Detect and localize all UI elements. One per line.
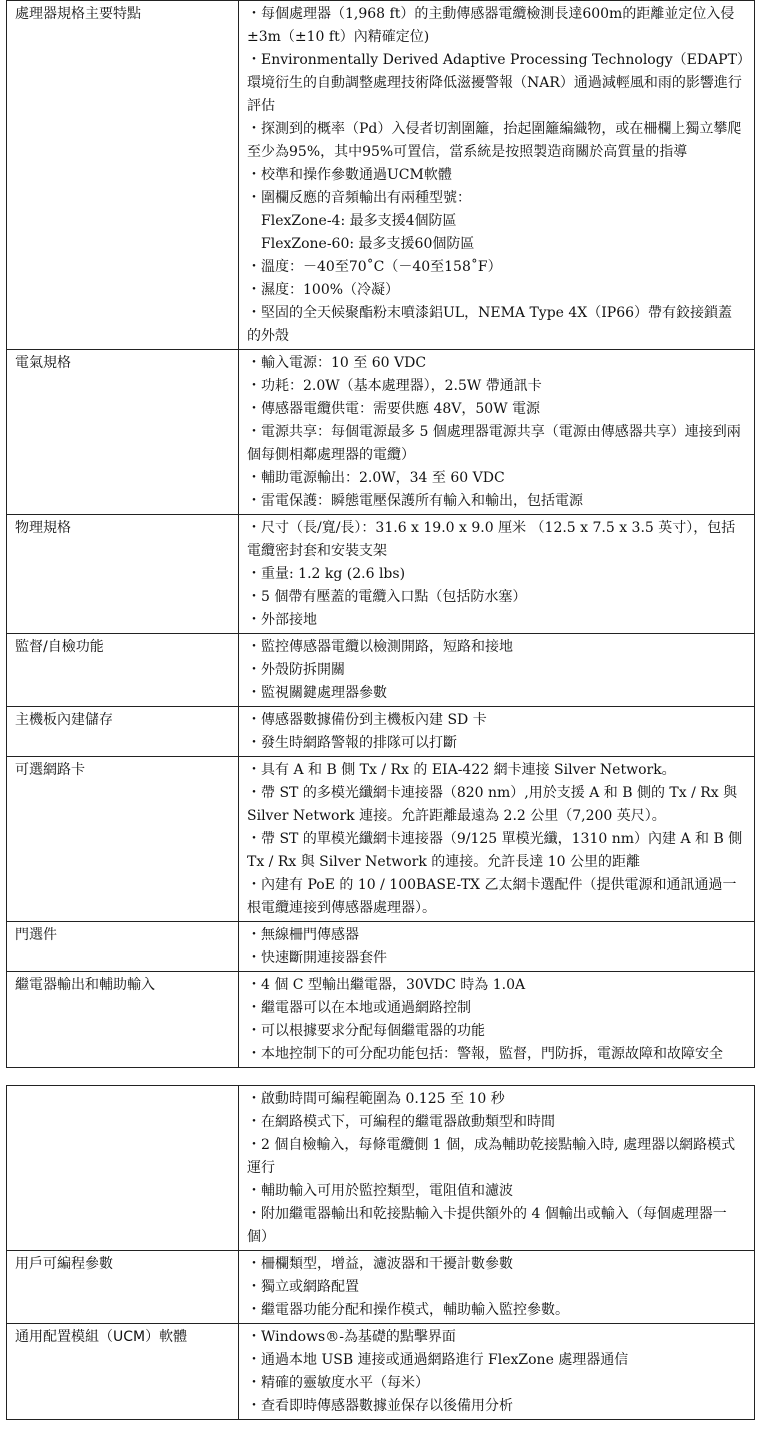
spec-row	[7, 707, 755, 757]
page-gap	[6, 1068, 755, 1085]
spec-item: ・無線柵門傳感器	[247, 927, 359, 943]
spec-item: ・校準和操作參數通過UCM軟體	[247, 167, 452, 183]
spec-category-label: 通用配置模組（UCM）軟體	[7, 1324, 239, 1420]
spec-row	[7, 922, 755, 972]
spec-item: ・監視關鍵處理器參數	[247, 685, 387, 701]
spec-category-label: 繼電器輸出和輔助輸入	[7, 972, 239, 1068]
spec-item: ・2 個自檢輸入，每條電纜側 1 個，成為輔助乾接點輸入時, 處理器以網路模式運行	[247, 1137, 736, 1176]
spec-item: ・帶 ST 的多模光纖網卡連接器（820 nm）,用於支援 A 和 B 側的 Tx / Rx 與 Silver Network 連接。允許距離最遠為 2.2 公里（7,200 英尺）。	[247, 785, 738, 824]
spec-details-cell	[239, 1086, 755, 1251]
spec-details-cell	[239, 1, 755, 350]
spec-details-cell	[239, 922, 755, 972]
spec-item: ・功耗：2.0W（基本處理器），2.5W 帶通訊卡	[247, 378, 542, 394]
spec-item: ・查看即時傳感器數據並保存以後備用分析	[247, 1398, 513, 1414]
spec-category-label: 監督/自檢功能	[7, 634, 239, 707]
spec-item: ・繼電器可以在本地或通過網路控制	[247, 1000, 471, 1016]
spec-row	[7, 350, 755, 515]
spec-item: ・輔助電源輸出：2.0W，34 至 60 VDC	[247, 470, 505, 486]
spec-item: ・探測到的概率（Pd）入侵者切割圍籬，抬起圍籬編織物，或在柵欄上獨立攀爬至少為95%，其中95%可置信，當系統是按照製造商關於高質量的指導	[247, 121, 742, 160]
spec-item: ・濕度：100%（冷凝）	[247, 282, 400, 298]
spec-item: ・啟動時間可編程範圍為 0.125 至 10 秒	[247, 1091, 505, 1107]
spec-category-label: 主機板內建儲存	[7, 707, 239, 757]
spec-item: ・重量: 1.2 kg (2.6 lbs)	[247, 566, 406, 582]
spec-item: ・電源共享：每個電源最多 5 個處理器電源共享（電源由傳感器共享）連接到兩個每側相鄰處理器的電纜）	[247, 424, 741, 463]
spec-item: ・尺寸（長/寬/長）：31.6 x 19.0 x 9.0 厘米 （12.5 x 7.5 x 3.5 英寸），包括電纜密封套和安裝支架	[247, 520, 736, 559]
spec-item: ・附加繼電器輸出和乾接點輸入卡提供額外的 4 個輸出或輸入（每個處理器一個）	[247, 1206, 727, 1245]
spec-item: ・Windows®-為基礎的點擊界面	[247, 1329, 456, 1345]
spec-details-cell	[239, 350, 755, 515]
spec-item: ・監控傳感器電纜以檢測開路，短路和接地	[247, 639, 513, 655]
spec-row	[7, 634, 755, 707]
spec-item: ・輔助輸入可用於監控類型，電阻值和濾波	[247, 1183, 513, 1199]
spec-category-label: 電氣規格	[7, 350, 239, 515]
spec-item: ・帶 ST 的單模光纖網卡連接器（9/125 單模光纖，1310 nm）內建 A 和 B 側 Tx / Rx 與 Silver Network 的連接。允許長達 10 公里的距離	[247, 831, 743, 870]
spec-category-label: 物理規格	[7, 515, 239, 634]
spec-item: ・傳感器電纜供電：需要供應 48V，50W 電源	[247, 401, 541, 417]
spec-row	[7, 972, 755, 1068]
spec-item: ・具有 A 和 B 側 Tx / Rx 的 EIA-422 網卡連接 Silver Network。	[247, 762, 676, 778]
spec-row	[7, 515, 755, 634]
spec-row	[7, 1251, 755, 1324]
spec-item: ・精確的靈敏度水平（每米）	[247, 1375, 429, 1391]
spec-details-cell	[239, 707, 755, 757]
spec-details-cell	[239, 634, 755, 707]
spec-row	[7, 1324, 755, 1420]
spec-item: FlexZone-60: 最多支援60個防區	[261, 236, 475, 252]
spec-item: ・每個處理器（1,968 ft）的主動傳感器電纜檢測長達600m的距離並定位入侵±3m（±10 ft）內精確定位)	[247, 6, 735, 45]
spec-category-label: 處理器規格主要特點	[7, 1, 239, 350]
spec-details-cell	[239, 515, 755, 634]
spec-category-label: 用戶可編程參數	[7, 1251, 239, 1324]
spec-item: ・柵欄類型，增益，濾波器和干擾計數參數	[247, 1256, 513, 1272]
spec-item: ・圍欄反應的音頻輸出有兩種型號：	[247, 190, 471, 206]
spec-category-label: 門選件	[7, 922, 239, 972]
spec-item: ・傳感器數據備份到主機板內建 SD 卡	[247, 712, 487, 728]
spec-sheet	[6, 0, 755, 1420]
spec-item: ・外殼防拆開關	[247, 662, 345, 678]
spec-item: ・快速斷開連接器套件	[247, 950, 387, 966]
spec-item: ・雷電保護：瞬態電壓保護所有輸入和輸出，包括電源	[247, 493, 583, 509]
spec-details-cell	[239, 1251, 755, 1324]
spec-category-label: 可選網路卡	[7, 757, 239, 922]
spec-row	[7, 757, 755, 922]
spec-item: ・堅固的全天候聚酯粉末噴漆鋁UL，NEMA Type 4X（IP66）帶有鉸接鎖蓋的外殼	[247, 305, 733, 344]
spec-item: ・溫度：－40至70˚C（－40至158˚F）	[247, 259, 502, 275]
spec-item: ・發生時網路警報的排隊可以打斷	[247, 735, 457, 751]
spec-item: ・可以根據要求分配每個繼電器的功能	[247, 1023, 485, 1039]
spec-row	[7, 1086, 755, 1251]
spec-details-cell	[239, 972, 755, 1068]
spec-item: ・繼電器功能分配和操作模式，輔助輸入監控參數。	[247, 1302, 569, 1318]
spec-table-main	[6, 0, 755, 1068]
spec-item: ・5 個帶有壓蓋的電纜入口點（包括防水塞）	[247, 589, 527, 605]
spec-item: ・4 個 C 型輸出繼電器，30VDC 時為 1.0A	[247, 977, 526, 993]
spec-item: ・通過本地 USB 連接或通過網路進行 FlexZone 處理器通信	[247, 1352, 629, 1368]
spec-item: FlexZone-4: 最多支援4個防區	[261, 213, 457, 229]
spec-item: ・本地控制下的可分配功能包括：警報，監督，門防拆，電源故障和故障安全	[247, 1046, 723, 1062]
spec-table-continued	[6, 1085, 755, 1420]
spec-item: ・在網路模式下，可編程的繼電器啟動類型和時間	[247, 1114, 555, 1130]
spec-category-label	[7, 1086, 239, 1251]
spec-details-cell	[239, 1324, 755, 1420]
spec-row	[7, 1, 755, 350]
spec-item: ・Environmentally Derived Adaptive Processing Technology（EDAPT）環境衍生的自動調整處理技術降低滋擾警報（NAR）通過減輕風和雨的影響進行評估	[247, 52, 744, 114]
spec-details-cell	[239, 757, 755, 922]
spec-item: ・獨立或網路配置	[247, 1279, 359, 1295]
spec-item: ・輸入電源：10 至 60 VDC	[247, 355, 427, 371]
spec-item: ・內建有 PoE 的 10 / 100BASE-TX 乙太網卡選配件（提供電源和通訊通過一根電纜連接到傳感器處理器）。	[247, 877, 737, 916]
spec-item: ・外部接地	[247, 612, 317, 628]
